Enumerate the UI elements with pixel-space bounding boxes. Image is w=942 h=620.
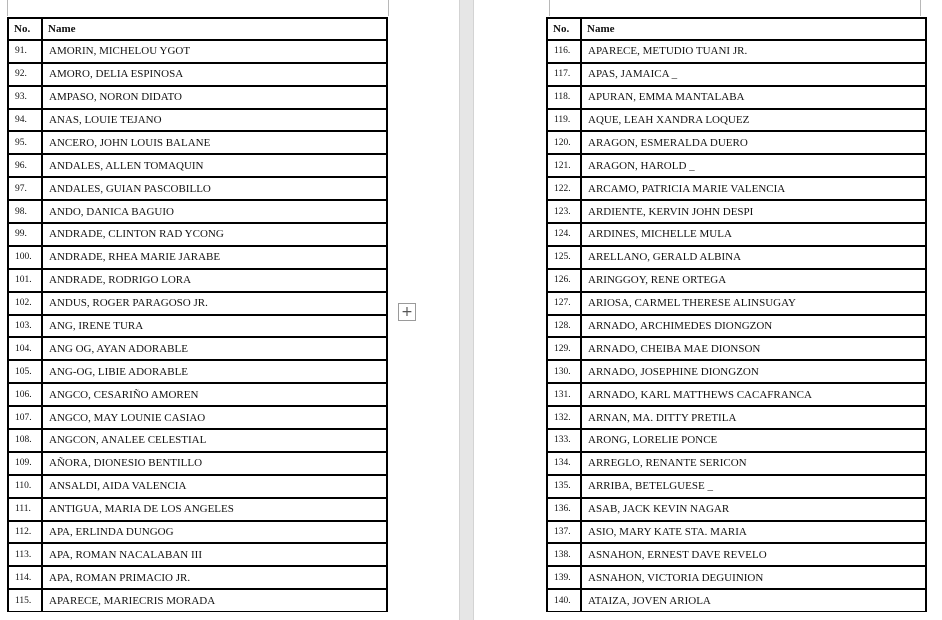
row-name-cell[interactable]: ANG-OG, LIBIE ADORABLE [42, 360, 388, 383]
table-row[interactable] [7, 292, 388, 315]
row-name-cell[interactable]: ATAIZA, JOVEN ARIOLA [581, 589, 927, 612]
table-row[interactable] [7, 131, 388, 154]
row-number-cell[interactable]: 97. [7, 177, 42, 200]
table-row[interactable] [7, 86, 388, 109]
row-number-cell[interactable]: 133. [546, 429, 581, 452]
table-row[interactable] [546, 292, 927, 315]
add-row-button[interactable] [398, 303, 416, 321]
row-number-cell[interactable]: 138. [546, 543, 581, 566]
row-number-cell[interactable]: 108. [7, 429, 42, 452]
table-row[interactable] [7, 543, 388, 566]
table-row[interactable] [546, 177, 927, 200]
row-number-cell[interactable]: 105. [7, 360, 42, 383]
table-row[interactable] [546, 337, 927, 360]
row-number-cell[interactable]: 91. [7, 40, 42, 63]
row-number-cell[interactable]: 100. [7, 246, 42, 269]
row-number-cell[interactable]: 130. [546, 360, 581, 383]
plus-icon: + [401, 304, 413, 320]
table-row[interactable] [546, 223, 927, 246]
row-number-cell[interactable]: 128. [546, 315, 581, 338]
row-name-cell[interactable]: ANTIGUA, MARIA DE LOS ANGELES [42, 498, 388, 521]
table-row[interactable] [546, 154, 927, 177]
margin-marker [7, 0, 8, 16]
table-row[interactable] [7, 40, 388, 63]
table-row[interactable] [546, 498, 927, 521]
row-name-cell[interactable]: APAS, JAMAICA _ [581, 63, 927, 86]
table-row[interactable] [7, 566, 388, 589]
row-number-cell[interactable]: 111. [7, 498, 42, 521]
margin-marker [549, 0, 550, 16]
table-row[interactable] [546, 589, 927, 612]
table-row[interactable] [546, 246, 927, 269]
table-row[interactable] [7, 337, 388, 360]
row-number-cell[interactable]: 98. [7, 200, 42, 223]
table-row[interactable] [7, 360, 388, 383]
row-number-cell[interactable]: 118. [546, 86, 581, 109]
table-row[interactable] [546, 383, 927, 406]
row-number-cell[interactable]: 96. [7, 154, 42, 177]
table-row[interactable] [7, 246, 388, 269]
row-number-cell[interactable]: 112. [7, 521, 42, 544]
row-name-cell[interactable]: AÑORA, DIONESIO BENTILLO [42, 452, 388, 475]
row-number-cell[interactable]: 137. [546, 521, 581, 544]
row-number-cell[interactable]: 119. [546, 109, 581, 132]
table-row[interactable] [546, 566, 927, 589]
row-number-cell[interactable]: 110. [7, 475, 42, 498]
table-row[interactable] [7, 223, 388, 246]
row-number-cell[interactable]: 109. [7, 452, 42, 475]
row-name-cell[interactable]: AMPASO, NORON DIDATO [42, 86, 388, 109]
row-name-cell[interactable]: ANCERO, JOHN LOUIS BALANE [42, 131, 388, 154]
row-name-cell[interactable]: ARAGON, ESMERALDA DUERO [581, 131, 927, 154]
row-name-cell[interactable]: ANGCO, MAY LOUNIE CASIAO [42, 406, 388, 429]
row-number-cell[interactable]: 121. [546, 154, 581, 177]
row-name-cell[interactable]: ANGCO, CESARIÑO AMOREN [42, 383, 388, 406]
row-number-cell[interactable]: 95. [7, 131, 42, 154]
roster-table-left[interactable] [7, 17, 388, 612]
table-row[interactable] [7, 315, 388, 338]
row-number-cell[interactable]: 115. [7, 589, 42, 612]
table-row[interactable] [546, 452, 927, 475]
row-name-cell[interactable]: ANSALDI, AIDA VALENCIA [42, 475, 388, 498]
row-name-cell[interactable]: ASAB, JACK KEVIN NAGAR [581, 498, 927, 521]
row-number-cell[interactable]: 140. [546, 589, 581, 612]
row-number-cell[interactable]: 125. [546, 246, 581, 269]
row-number-cell[interactable]: 107. [7, 406, 42, 429]
row-name-cell[interactable]: ARNADO, KARL MATTHEWS CACAFRANCA [581, 383, 927, 406]
row-name-cell[interactable]: ASIO, MARY KATE STA. MARIA [581, 521, 927, 544]
row-number-cell[interactable]: 135. [546, 475, 581, 498]
table-row[interactable] [7, 200, 388, 223]
row-number-cell[interactable]: 123. [546, 200, 581, 223]
row-number-cell[interactable]: 114. [7, 566, 42, 589]
table-row[interactable] [7, 63, 388, 86]
row-number-cell[interactable]: 93. [7, 86, 42, 109]
table-row[interactable] [7, 154, 388, 177]
column-header-no: No. [7, 17, 42, 40]
table-row[interactable] [7, 521, 388, 544]
row-number-cell[interactable]: 103. [7, 315, 42, 338]
row-name-cell[interactable]: ASNAHON, ERNEST DAVE REVELO [581, 543, 927, 566]
row-name-cell[interactable]: ANDUS, ROGER PARAGOSO JR. [42, 292, 388, 315]
row-number-cell[interactable]: 106. [7, 383, 42, 406]
row-name-cell[interactable]: ANG OG, AYAN ADORABLE [42, 337, 388, 360]
table-row[interactable] [546, 131, 927, 154]
row-number-cell[interactable]: 126. [546, 269, 581, 292]
table-row[interactable] [546, 269, 927, 292]
column-header-no: No. [546, 17, 581, 40]
table-row[interactable] [546, 406, 927, 429]
table-row[interactable] [546, 543, 927, 566]
table-header-row [546, 17, 927, 40]
roster-body-right [546, 40, 927, 612]
row-name-cell[interactable]: ARREGLO, RENANTE SERICON [581, 452, 927, 475]
row-number-cell[interactable]: 116. [546, 40, 581, 63]
row-name-cell[interactable]: APA, ERLINDA DUNGOG [42, 521, 388, 544]
row-number-cell[interactable]: 117. [546, 63, 581, 86]
row-name-cell[interactable]: ANDRADE, RODRIGO LORA [42, 269, 388, 292]
table-row[interactable] [546, 109, 927, 132]
margin-marker [920, 0, 921, 16]
roster-body-left [7, 40, 388, 612]
row-name-cell[interactable]: ARIOSA, CARMEL THERESE ALINSUGAY [581, 292, 927, 315]
row-name-cell[interactable]: ANDRADE, RHEA MARIE JARABE [42, 246, 388, 269]
table-row[interactable] [7, 109, 388, 132]
row-name-cell[interactable]: ASNAHON, VICTORIA DEGUINION [581, 566, 927, 589]
row-name-cell[interactable]: ANGCON, ANALEE CELESTIAL [42, 429, 388, 452]
row-number-cell[interactable]: 113. [7, 543, 42, 566]
row-number-cell[interactable]: 102. [7, 292, 42, 315]
table-header-row [7, 17, 388, 40]
row-name-cell[interactable]: ARNAN, MA. DITTY PRETILA [581, 406, 927, 429]
column-header-name: Name [42, 17, 388, 40]
document-page-left [0, 0, 459, 620]
table-row[interactable] [7, 498, 388, 521]
table-row[interactable] [7, 589, 388, 612]
row-number-cell[interactable]: 127. [546, 292, 581, 315]
row-name-cell[interactable]: APARECE, MARIECRIS MORADA [42, 589, 388, 612]
row-number-cell[interactable]: 120. [546, 131, 581, 154]
table-row[interactable] [546, 360, 927, 383]
table-row[interactable] [546, 86, 927, 109]
table-row[interactable] [7, 452, 388, 475]
row-number-cell[interactable]: 101. [7, 269, 42, 292]
row-number-cell[interactable]: 129. [546, 337, 581, 360]
row-number-cell[interactable]: 122. [546, 177, 581, 200]
row-name-cell[interactable]: AMORIN, MICHELOU YGOT [42, 40, 388, 63]
row-name-cell[interactable]: APA, ROMAN PRIMACIO JR. [42, 566, 388, 589]
row-number-cell[interactable]: 99. [7, 223, 42, 246]
table-row[interactable] [546, 63, 927, 86]
table-row[interactable] [7, 475, 388, 498]
row-name-cell[interactable]: ARCAMO, PATRICIA MARIE VALENCIA [581, 177, 927, 200]
row-name-cell[interactable]: ARELLANO, GERALD ALBINA [581, 246, 927, 269]
page-gutter [459, 0, 474, 620]
row-name-cell[interactable]: ARDIENTE, KERVIN JOHN DESPI [581, 200, 927, 223]
row-name-cell[interactable]: AMORO, DELIA ESPINOSA [42, 63, 388, 86]
table-row[interactable] [7, 269, 388, 292]
table-row[interactable] [7, 429, 388, 452]
row-number-cell[interactable]: 92. [7, 63, 42, 86]
table-row[interactable] [546, 200, 927, 223]
row-name-cell[interactable]: ARINGGOY, RENE ORTEGA [581, 269, 927, 292]
table-row[interactable] [7, 177, 388, 200]
row-name-cell[interactable]: ANDALES, ALLEN TOMAQUIN [42, 154, 388, 177]
row-name-cell[interactable]: ARRIBA, BETELGUESE _ [581, 475, 927, 498]
row-name-cell[interactable]: APARECE, METUDIO TUANI JR. [581, 40, 927, 63]
row-number-cell[interactable]: 134. [546, 452, 581, 475]
row-name-cell[interactable]: APA, ROMAN NACALABAN III [42, 543, 388, 566]
row-number-cell[interactable]: 104. [7, 337, 42, 360]
row-name-cell[interactable]: ARDINES, MICHELLE MULA [581, 223, 927, 246]
row-name-cell[interactable]: ARONG, LORELIE PONCE [581, 429, 927, 452]
row-number-cell[interactable]: 132. [546, 406, 581, 429]
margin-marker [388, 0, 389, 16]
table-row[interactable] [7, 406, 388, 429]
roster-table-right[interactable] [546, 17, 927, 612]
row-name-cell[interactable]: ANDALES, GUIAN PASCOBILLO [42, 177, 388, 200]
row-name-cell[interactable]: APURAN, EMMA MANTALABA [581, 86, 927, 109]
row-number-cell[interactable]: 124. [546, 223, 581, 246]
row-name-cell[interactable]: AQUE, LEAH XANDRA LOQUEZ [581, 109, 927, 132]
row-number-cell[interactable]: 136. [546, 498, 581, 521]
table-row[interactable] [546, 429, 927, 452]
document-page-right [474, 0, 942, 620]
row-name-cell[interactable]: ARNADO, ARCHIMEDES DIONGZON [581, 315, 927, 338]
row-number-cell[interactable]: 139. [546, 566, 581, 589]
row-name-cell[interactable]: ARNADO, JOSEPHINE DIONGZON [581, 360, 927, 383]
table-row[interactable] [7, 383, 388, 406]
row-number-cell[interactable]: 94. [7, 109, 42, 132]
table-row[interactable] [546, 40, 927, 63]
row-name-cell[interactable]: ANDRADE, CLINTON RAD YCONG [42, 223, 388, 246]
row-name-cell[interactable]: ANG, IRENE TURA [42, 315, 388, 338]
row-name-cell[interactable]: ANDO, DANICA BAGUIO [42, 200, 388, 223]
row-name-cell[interactable]: ARAGON, HAROLD _ [581, 154, 927, 177]
row-number-cell[interactable]: 131. [546, 383, 581, 406]
table-row[interactable] [546, 521, 927, 544]
column-header-name: Name [581, 17, 927, 40]
table-row[interactable] [546, 475, 927, 498]
row-name-cell[interactable]: ARNADO, CHEIBA MAE DIONSON [581, 337, 927, 360]
table-row[interactable] [546, 315, 927, 338]
row-name-cell[interactable]: ANAS, LOUIE TEJANO [42, 109, 388, 132]
